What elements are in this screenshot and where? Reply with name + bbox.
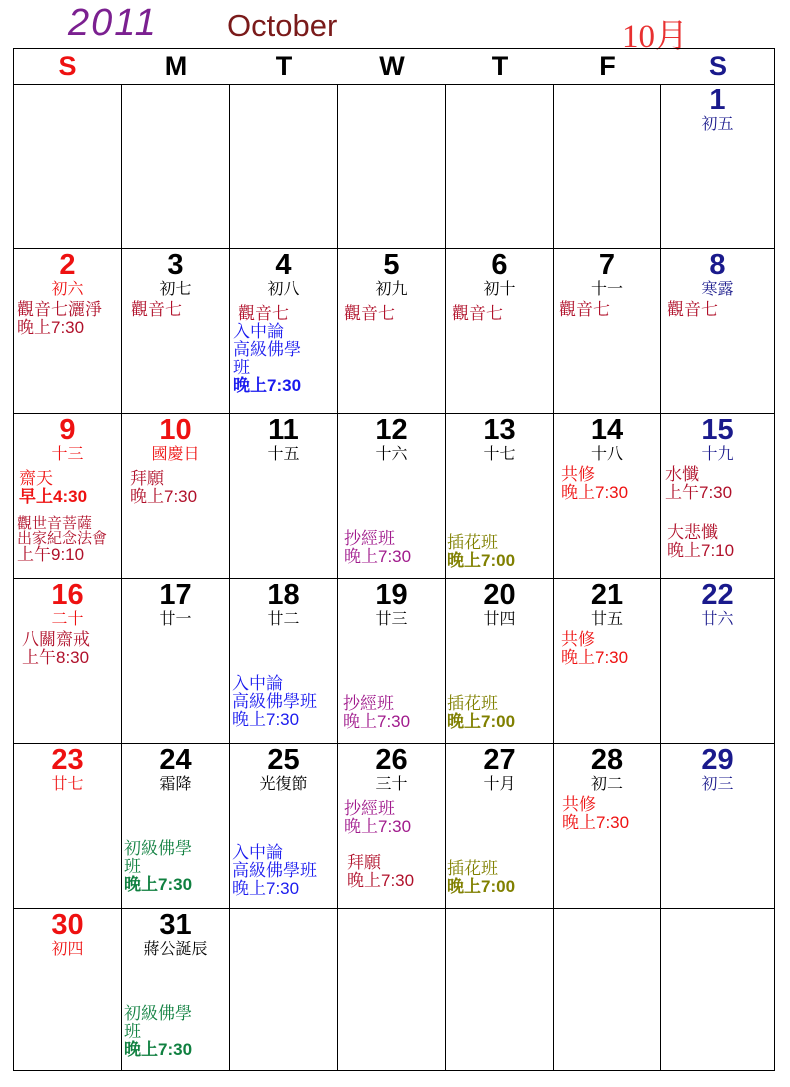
day-cell-3 [122,249,230,414]
day-number: 25 [267,744,300,776]
day-number: 27 [483,744,516,776]
event-line: 水懺 [665,465,699,484]
weekday-1: M [164,51,188,81]
event-line: 觀音七 [559,300,610,319]
event [124,840,192,894]
day-cell-8 [661,249,775,414]
day-number: 15 [701,414,734,446]
day-number: 6 [491,249,508,281]
event [17,301,102,337]
event-line: 晚上7:30 [232,879,300,898]
event-line: 上午9:10 [17,545,85,564]
day-number: 14 [590,414,624,446]
empty-day-cell [230,909,338,1071]
lunar-date: 光復節 [259,776,308,793]
event-line: 入中論 [232,674,283,693]
event-line: 班 [124,1022,141,1041]
event-line: 初級佛學 [124,1004,192,1023]
event-line: 觀音七 [667,300,718,319]
day-cell-23 [13,744,122,909]
event-line: 晚上7:30 [232,710,300,729]
event-line: 插花班 [447,533,498,552]
event-line: 高級佛學班 [232,692,317,711]
day-cell-12 [338,414,446,579]
day-number: 9 [59,414,76,446]
event-line: 晚上7:30 [561,648,629,667]
empty-day-cell [661,909,775,1071]
day-cell-17 [122,579,230,744]
day-cell-18 [230,579,338,744]
day-number: 19 [375,579,408,611]
day-cell-31 [122,909,230,1071]
lunar-date: 十六 [375,446,408,463]
day-number: 21 [590,579,624,611]
lunar-date: 十一 [590,281,623,298]
lunar-date: 十月 [483,776,516,793]
event-line: 晚上7:30 [344,817,412,836]
event-line: 晚上7:30 [130,487,198,506]
event-line: 上午7:30 [665,483,733,502]
event-line: 插花班 [447,859,498,878]
event [124,1005,192,1059]
weekday-3: W [379,51,405,81]
day-cell-25 [230,744,338,909]
event [561,466,628,502]
day-cell-15 [661,414,775,579]
day-number: 17 [159,579,192,611]
day-number: 29 [701,744,734,776]
lunar-date: 蔣公誕辰 [143,941,208,958]
lunar-date: 初九 [375,281,408,298]
event [452,305,503,323]
day-number: 5 [383,249,400,281]
lunar-date: 初十 [483,281,516,298]
event-line: 晚上7:30 [233,376,302,395]
day-number: 28 [590,744,624,776]
day-cell-9 [13,414,122,579]
event-line: 插花班 [447,694,498,713]
event-line: 晚上7:30 [124,1040,193,1059]
event [665,466,732,502]
event [343,695,410,731]
day-number: 16 [51,579,84,611]
lunar-date: 二十 [51,611,84,628]
event-line: 觀音七 [131,300,182,319]
lunar-date: 初三 [701,776,734,793]
event [667,524,734,560]
day-cell-11 [230,414,338,579]
day-cell-27 [446,744,554,909]
event [17,517,107,562]
event-line: 上午8:30 [22,648,90,667]
day-number: 20 [483,579,516,611]
lunar-date: 廿四 [483,611,516,628]
event-line: 共修 [561,465,595,484]
lunar-date: 廿一 [159,611,192,628]
event-line: 觀音七 [238,304,289,323]
day-number: 7 [598,249,616,281]
event [561,631,628,667]
day-number: 2 [59,249,76,281]
empty-day-cell [446,909,554,1071]
weekday-4: T [491,51,509,81]
lunar-date: 初六 [51,281,84,298]
event-line: 觀音七 [344,304,395,323]
empty-day-cell [13,84,122,249]
lunar-date: 廿六 [701,611,734,628]
event-line: 晚上7:30 [562,813,630,832]
event [562,796,629,832]
event-line: 晚上7:30 [347,871,415,890]
lunar-date: 初二 [590,776,623,793]
calendar-month-chinese: 10月 [622,19,688,55]
empty-day-cell [554,909,661,1071]
lunar-date: 十五 [267,446,300,463]
day-cell-28 [554,744,661,909]
event-line: 觀世音菩薩 [17,516,93,532]
event-line: 觀音七灑淨 [17,300,102,319]
day-cell-24 [122,744,230,909]
day-number: 12 [375,414,408,446]
event [447,860,515,896]
day-number: 8 [709,249,726,281]
calendar-month: October [227,8,338,43]
event [19,470,87,506]
day-number: 30 [51,909,84,941]
event-line: 大悲懺 [667,523,718,542]
lunar-date: 十三 [51,446,84,463]
empty-day-cell [122,84,230,249]
day-number: 1 [709,84,726,116]
day-cell-21 [554,579,661,744]
day-number: 18 [267,579,300,611]
day-cell-19 [338,579,446,744]
day-cell-1 [661,84,775,249]
day-cell-14 [554,414,661,579]
event-line: 拜願 [130,469,164,488]
event [344,530,411,566]
event-line: 齋天 [19,469,53,488]
event-line: 高級佛學 [233,340,301,359]
day-cell-4 [230,249,338,414]
lunar-date: 廿三 [375,611,408,628]
event-line: 晚上7:30 [124,875,193,894]
event-line: 抄經班 [344,799,395,818]
event-line: 晚上7:30 [343,712,411,731]
lunar-date: 十八 [590,446,623,463]
empty-day-cell [230,84,338,249]
day-number: 22 [701,579,734,611]
lunar-date: 初七 [159,281,192,298]
lunar-date: 廿二 [267,611,300,628]
event [344,800,411,836]
event [447,534,515,570]
day-number: 31 [159,909,192,941]
event-line: 入中論 [233,322,284,341]
day-cell-29 [661,744,775,909]
lunar-date: 三十 [375,776,408,793]
event-line: 晚上7:30 [17,318,85,337]
event-line: 早上4:30 [19,487,88,506]
event [447,695,515,731]
event [559,301,610,319]
event-line: 初級佛學 [124,839,192,858]
event [238,305,289,323]
event-line: 共修 [561,630,595,649]
event [232,675,317,729]
event-line: 觀音七 [452,304,503,323]
event-line: 抄經班 [343,694,394,713]
event [344,305,395,323]
event [347,854,414,890]
lunar-date: 初八 [267,281,300,298]
day-cell-16 [13,579,122,744]
event-line: 抄經班 [344,529,395,548]
event-line: 晚上7:00 [447,877,516,896]
day-cell-10 [122,414,230,579]
weekday-2: T [275,51,293,81]
event-line: 晚上7:30 [344,547,412,566]
day-number: 13 [483,414,516,446]
empty-day-cell [338,84,446,249]
empty-day-cell [338,909,446,1071]
weekday-0: S [58,51,77,81]
lunar-date: 十七 [483,446,516,463]
lunar-date: 寒露 [701,281,734,298]
event-line: 高級佛學班 [232,861,317,880]
event-line: 晚上7:00 [447,712,516,731]
event [131,301,182,319]
day-number: 26 [375,744,408,776]
lunar-date: 十九 [701,446,734,463]
lunar-date: 初四 [51,941,84,958]
empty-day-cell [446,84,554,249]
day-cell-26 [338,744,446,909]
weekday-5: F [599,51,616,81]
day-cell-30 [13,909,122,1071]
day-number: 24 [159,744,192,776]
lunar-date: 霜降 [159,776,192,793]
event-line: 晚上7:30 [561,483,629,502]
event-line: 班 [124,857,141,876]
day-cell-13 [446,414,554,579]
event-line: 晚上7:00 [447,551,516,570]
event-line: 入中論 [232,843,283,862]
day-number: 4 [275,249,292,281]
calendar-year: 2011 [68,2,158,44]
day-number: 11 [268,414,299,446]
event [233,323,301,395]
lunar-date: 廿五 [590,611,623,628]
day-number: 10 [159,414,192,446]
event-line: 八關齋戒 [22,630,90,649]
event [22,631,90,667]
event-line: 共修 [562,795,596,814]
day-number: 3 [167,249,184,281]
day-cell-6 [446,249,554,414]
empty-day-cell [554,84,661,249]
day-number: 23 [51,744,84,776]
day-cell-22 [661,579,775,744]
event [232,844,317,898]
event-line: 班 [233,358,250,377]
event-line: 晚上7:10 [667,541,735,560]
weekday-6: S [708,51,727,81]
day-cell-5 [338,249,446,414]
event [667,301,718,319]
lunar-date: 初五 [701,116,734,133]
event-line: 出家紀念法會 [17,531,108,547]
event-line: 拜願 [347,853,381,872]
day-cell-7 [554,249,661,414]
day-cell-20 [446,579,554,744]
lunar-date: 廿七 [51,776,84,793]
event [130,470,197,506]
lunar-date: 國慶日 [151,446,200,463]
day-cell-2 [13,249,122,414]
